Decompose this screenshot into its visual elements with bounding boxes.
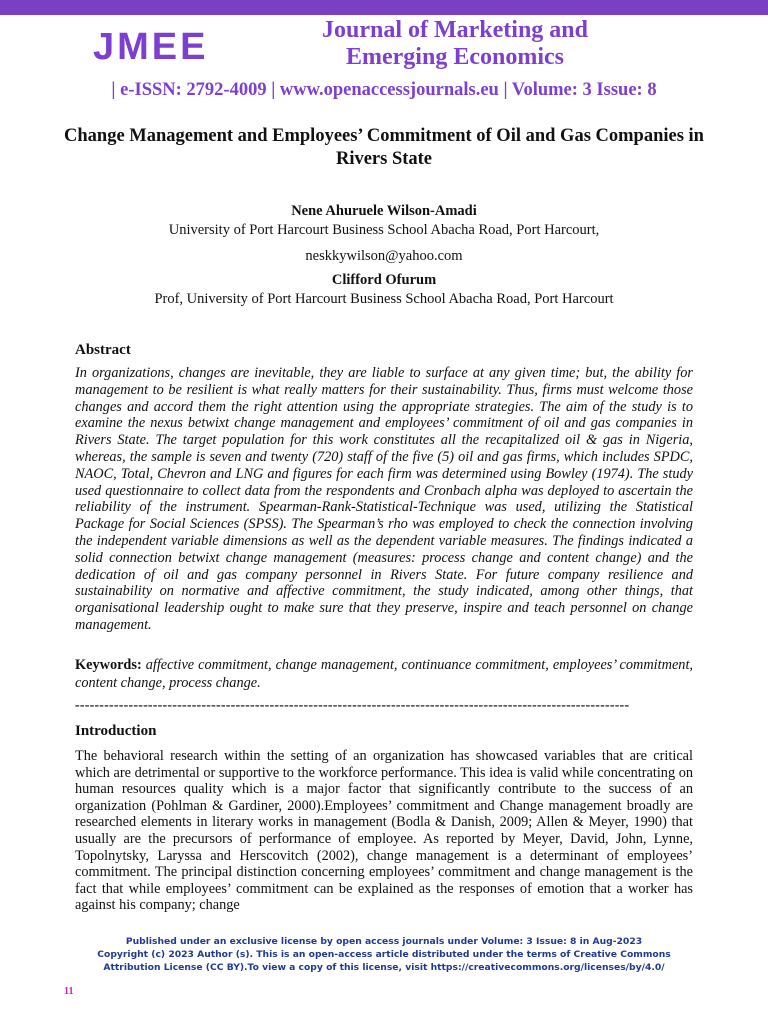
page-number: 11	[64, 986, 74, 997]
author2-name: Clifford Ofurum	[331, 272, 437, 288]
author2-affiliation: Prof, University of Port Harcourt Business School Abacha Road, Port Harcourt	[154, 291, 614, 307]
journal-title: Journal of Marketing and Emerging Economics	[321, 17, 588, 70]
footer-line-3: Attribution License (CC BY).To view a copy of this license, visit https://creativecommons.org/licenses/by/4.0/	[103, 962, 665, 973]
abstract-heading: Abstract	[75, 342, 131, 358]
keywords-label: Keywords:	[75, 657, 142, 673]
keywords	[75, 656, 693, 692]
top-color-bar	[0, 0, 768, 15]
section-divider: ------------------------------------------------------------------------------------------------------------------	[75, 698, 630, 713]
footer-line-2: Copyright (c) 2023 Author (s). This is an open-access article distributed under the terms of Creative Commons	[97, 949, 671, 960]
license-footer	[60, 935, 708, 974]
author1-email: neskkywilson@yahoo.com	[305, 248, 463, 264]
footer-line-1: Published under an exclusive license by open access journals under Volume: 3 Issue: 8 in Aug-2023	[125, 936, 643, 947]
abstract-text: In organizations, changes are inevitable, they are liable to surface at any given time; but, the ability for management to be resilient is what really matters for their sustainability. Thus, firms must welcome those changes and accord them the right attention using the appropriate strategies. The aim of the study is to examine the nexus betwixt change management and employees’ commitment of oil and gas companies in Rivers State. The target population for this work constitutes all the recapitalized oil & gas in Nigeria, whereas, the sample is seven and twenty (720) staff of the five (5) oil and gas firms, which includes SPDC, NAOC, Total, Chevron and LNG and figures for each firm was determined using Bowley (1974). The study used questionnaire to collect data from the respondents and Cronbach alpha was deployed to ascertain the reliability of the instrument. Spearman-Rank-Statistical-Technique was used, utilizing the Statistical Package for Social Sciences (SPSS). The Spearman’s rho was employed to check the connection involving the independent variable dimensions as well as the dependent variable measures. The findings indicated a solid connection betwixt change management (measures: process change and content change) and the dedication of oil and gas company personnel in Rivers State. For future company resilience and sustainability on normative and affective commitment, the study indicated, among other things, that organisational leadership ought to make sure that they preserve, inspire and teach personnel on change management.	[75, 365, 693, 633]
introduction-heading: Introduction	[75, 723, 157, 739]
issn-volume-line: | e-ISSN: 2792-4009 | www.openaccessjournals.eu | Volume: 3 Issue: 8	[111, 80, 657, 100]
author1-affiliation: University of Port Harcourt Business School Abacha Road, Port Harcourt,	[168, 222, 600, 238]
author1-name: Nene Ahuruele Wilson-Amadi	[291, 203, 477, 219]
introduction-text: The behavioral research within the setting of an organization has showcased variables that are critical which are detrimental or supportive to the workforce performance. This idea is valid while concentrating on human resources quality which is a major factor that significantly contribute to the success of an organization (Pohlman & Gardiner, 2000).Employees’ commitment and Change management broadly are researched elements in literary works in management (Bodla & Danish, 2009; Allen & Meyer, 1990) that usually are the precursors of performance of employee. As reported by Meyer, David, John, Lynne, Topolnytsky, Laryssa and Herscovitch (2002), change management is a determinant of employees’ commitment. The principal distinction concerning employees’ commitment and change management is the fact that while employees’ commitment can be explained as the responses of emotion that a worker has against his company; change	[75, 748, 693, 914]
journal-logo: JMEE	[93, 26, 209, 68]
paper-title: Change Management and Employees’ Commitment of Oil and Gas Companies in Rivers State	[64, 126, 704, 169]
keywords-list: affective commitment, change management, continuance commitment, employees’ commitment, content change, process change.	[75, 657, 693, 691]
